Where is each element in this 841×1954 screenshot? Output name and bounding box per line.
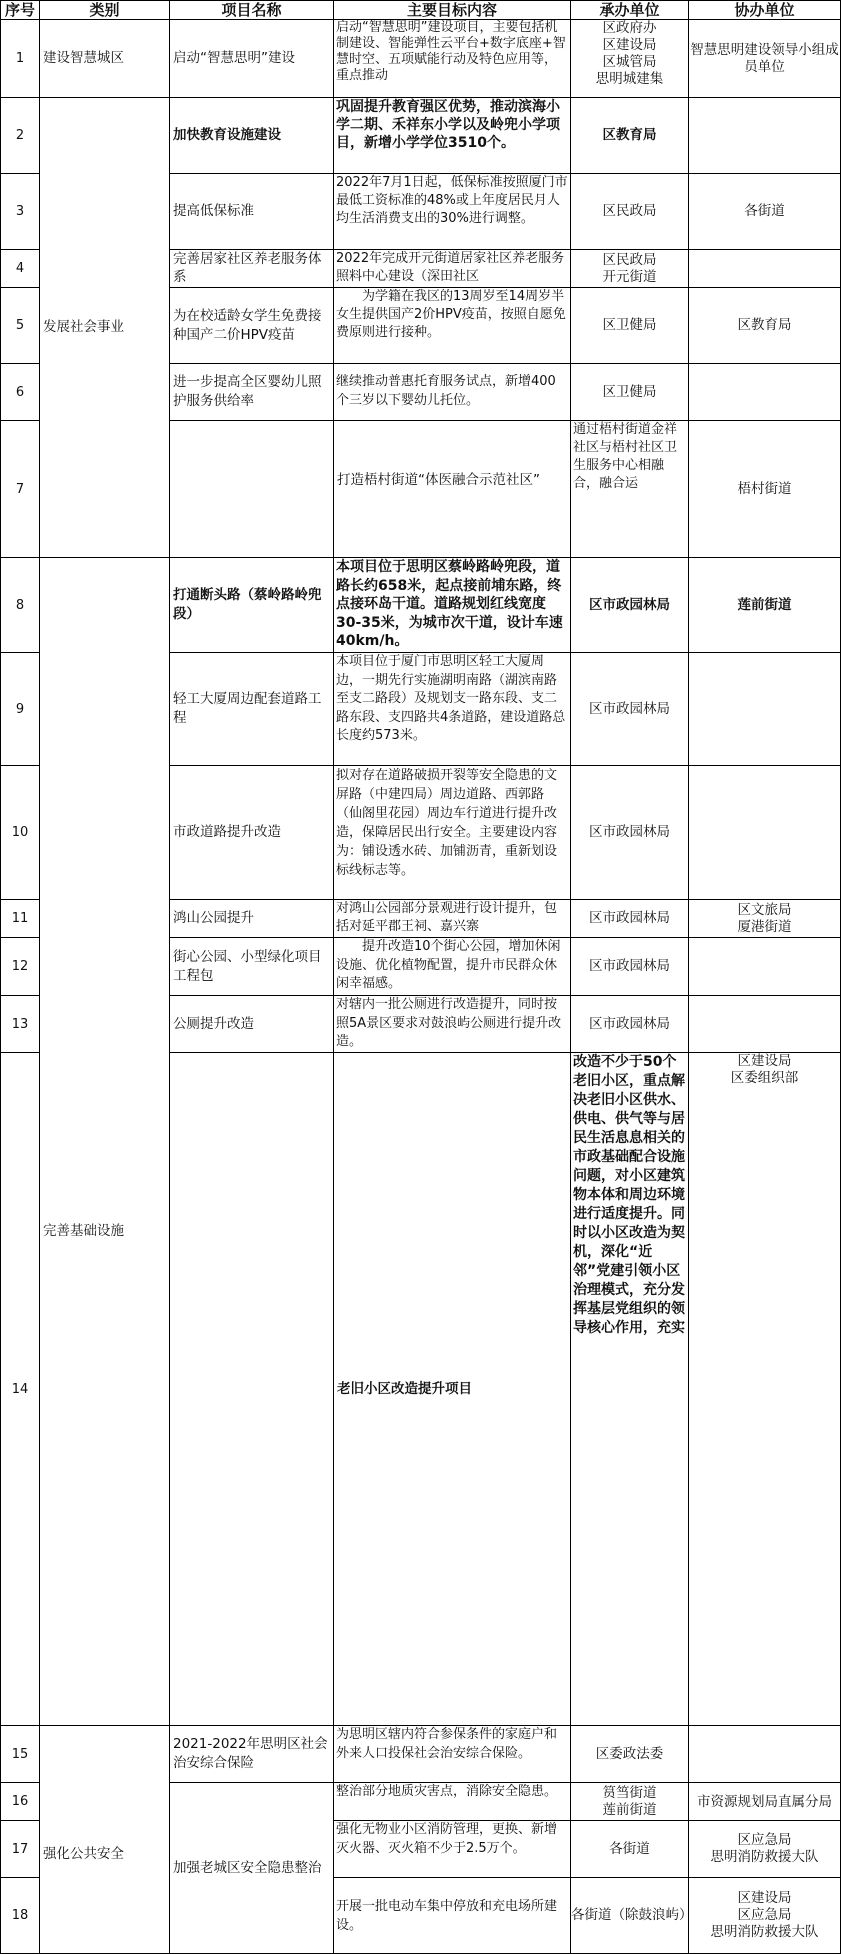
table-row (1, 98, 841, 174)
assist-unit (689, 288, 841, 364)
table-row (1, 558, 841, 653)
lead-unit-line: 各街道 (609, 1840, 650, 1857)
lead-unit (571, 250, 689, 288)
lead-unit (571, 1878, 693, 1954)
project-name (170, 250, 334, 288)
project-content (334, 900, 571, 938)
assist-unit-line: 各街道 (744, 203, 785, 219)
project-name: 2021-2022年思明区社会治安综合保险 (170, 1726, 334, 1783)
project-content-text: 整治部分地质灾害点，消除安全隐患。 (336, 1784, 558, 1799)
project-content (334, 558, 571, 653)
row-number: 15 (1, 1726, 40, 1783)
project-content (571, 1053, 689, 1726)
assist-unit (689, 996, 841, 1053)
header-lead-unit: 承办单位 (571, 1, 689, 20)
assist-unit (689, 1878, 841, 1954)
row-number: 6 (1, 364, 40, 421)
project-content-text: 通过梧村街道金祥社区与梧村社区卫生服务中心相融合，融合运 (573, 422, 678, 491)
project-content-text: 启动“智慧思明”建设项目，主要包括机制建设、智能弹性云平台+数字底座+智慧时空、五项赋能行动及特色应用等，重点推动 (336, 20, 566, 83)
row-number: 17 (1, 1821, 40, 1878)
project-content-text: 对鸿山公园部分景观进行设计提升，包括对延平郡王祠、嘉兴寨 (336, 901, 558, 934)
row-number: 10 (1, 766, 40, 900)
lead-unit (689, 421, 841, 558)
lead-unit (571, 1783, 689, 1821)
assist-unit-line: 莲前街道 (737, 596, 792, 613)
category-cell: 完善基础设施 (40, 558, 170, 1726)
lead-unit-line: 区卫健局 (602, 317, 657, 333)
lead-unit-line: 区委政法委 (595, 1745, 664, 1762)
project-content-text: 提升改造10个街心公园，增加休闲设施、优化植物配置，提升市民群众休闲幸福感。 (336, 939, 561, 991)
assist-unit-line: 区文旅局 (737, 901, 792, 918)
project-content (334, 938, 571, 996)
assist-unit (689, 558, 841, 653)
assist-unit (689, 250, 841, 288)
row-number: 7 (1, 421, 40, 558)
category-cell: 建设智慧城区 (40, 20, 170, 98)
lead-unit-line: 区卫健局 (602, 383, 657, 400)
row-number: 2 (1, 98, 40, 174)
lead-unit-line: 各街道（除鼓浪屿） (571, 1907, 693, 1923)
lead-unit-line: 区市政园林局 (589, 700, 670, 717)
lead-unit (571, 938, 689, 996)
lead-unit-line: 筼筜街道 (602, 1784, 657, 1801)
project-content (334, 996, 571, 1053)
lead-unit (571, 1726, 689, 1783)
row-number: 5 (1, 288, 40, 364)
lead-unit-line: 区市政园林局 (589, 958, 670, 974)
project-content-text: 本项目位于厦门市思明区轻工大厦周边，一期先行实施湖明南路（湖滨南路至支二路段）及规划支一路东段、支二路东段、支四路共4条道路，建设道路总长度约573米。 (336, 654, 566, 743)
project-content-text: 为思明区辖内符合参保条件的家庭户和外来人口投保社会治安综合保险。 (336, 1727, 558, 1761)
lead-unit (689, 1053, 841, 1726)
project-name: 老旧小区改造提升项目 (334, 1053, 571, 1726)
assist-unit (689, 938, 841, 996)
project-content (334, 250, 571, 288)
row-number: 14 (1, 1053, 40, 1726)
assist-unit (689, 20, 841, 98)
project-content (571, 421, 689, 558)
table-row (1, 20, 841, 98)
category-cell (170, 1053, 334, 1726)
project-content-text: 巩固提升教育强区优势，推动滨海小学二期、禾祥东小学以及岭兜小学项目，新增小学学位3510个。 (336, 99, 560, 151)
project-content-text: 强化无物业小区消防管理，更换、新增灭火器、灭火箱不少于2.5万个。 (336, 1822, 558, 1856)
lead-unit-line: 区市政园林局 (589, 910, 670, 926)
project-content (334, 1783, 571, 1821)
lead-unit (571, 996, 689, 1053)
project-name: 加快教育设施建设 (170, 98, 334, 174)
project-content (334, 364, 571, 421)
project-content-text: 为学籍在我区的13周岁至14周岁半女生提供国产2价HPV疫苗，按照自愿免费原则进行接种。 (336, 289, 566, 340)
row-number: 11 (1, 900, 40, 938)
lead-unit-line: 思明城建集 (595, 71, 664, 87)
lead-unit-line: 区市政园林局 (589, 596, 670, 613)
row-number: 1 (1, 20, 40, 98)
project-name-text: 打造梧村街道“体医融合示范社区” (337, 471, 540, 488)
project-content (334, 653, 571, 766)
project-name: 加强老城区安全隐患整治 (170, 1821, 334, 1878)
lead-unit (571, 900, 689, 938)
project-name: 轻工大厦周边配套道路工程 (170, 653, 334, 766)
project-content (334, 1821, 571, 1878)
assist-unit (689, 900, 841, 938)
header-category: 类别 (40, 1, 170, 20)
assist-unit (689, 653, 841, 766)
project-content-text: 拟对存在道路破损开裂等安全隐患的文屏路（中建四局）周边道路、西郭路（仙阁里花园）周边车行道进行提升改造，保障居民出行安全。主要建设内容为：铺设透水砖、加铺沥青，重新划设标线标志等。 (336, 768, 558, 878)
row-number: 4 (1, 250, 40, 288)
assist-unit (689, 174, 841, 250)
lead-unit (571, 653, 689, 766)
row-number: 13 (1, 996, 40, 1053)
category-cell: 强化公共安全 (40, 1726, 170, 1954)
row-number: 18 (1, 1878, 40, 1954)
assist-unit (689, 1726, 841, 1783)
lead-unit-line: 区市政园林局 (589, 1015, 670, 1032)
assist-unit-line: 思明消防救援大队 (710, 1849, 819, 1865)
project-content-text: 开展一批电动车集中停放和充电场所建设。 (336, 1898, 558, 1933)
lead-unit (571, 20, 689, 98)
row-number: 8 (1, 558, 40, 653)
project-name (170, 1783, 334, 1821)
project-content-text: 继续推动普惠托育服务试点，新增400个三岁以下婴幼儿托位。 (336, 374, 556, 408)
row-number: 12 (1, 938, 40, 996)
lead-unit-line: 区建设局 (737, 1053, 792, 1069)
row-number: 16 (1, 1783, 40, 1821)
project-name (334, 421, 571, 558)
project-name: 鸿山公园提升 (170, 900, 334, 938)
row-number: 3 (1, 174, 40, 250)
project-content (334, 98, 571, 174)
assist-unit (689, 1783, 841, 1821)
lead-unit (571, 558, 689, 653)
lead-unit (571, 288, 689, 364)
assist-unit-line: 区教育局 (737, 317, 792, 333)
project-content (334, 20, 571, 98)
lead-unit-line: 区教育局 (602, 127, 657, 143)
project-content (334, 1726, 571, 1783)
project-name: 启动“智慧思明”建设 (170, 20, 334, 98)
lead-unit (571, 1821, 689, 1878)
lead-unit-line: 区城管局 (602, 54, 657, 70)
category-cell (170, 421, 334, 558)
lead-unit-line: 区建设局 (602, 37, 657, 53)
assist-unit-line: 区应急局 (737, 1907, 792, 1923)
project-content-text: 对辖内一批公厕进行改造提升，同时按照5A景区要求对鼓浪屿公厕进行提升改造。 (336, 997, 562, 1049)
assist-unit (689, 364, 841, 421)
project-name-text: 完善居家社区养老服务体系 (173, 251, 322, 285)
assist-unit (689, 1821, 841, 1878)
assist-unit-line: 区建设局 (737, 1890, 792, 1906)
assist-unit (689, 98, 841, 174)
project-content-text: 本项目位于思明区蔡岭路岭兜段，道路长约658米，起点接前埔东路，终点接环岛干道。道路规划红线宽度30-35米，为城市次干道，设计车速40km/h。 (336, 559, 563, 649)
assist-unit-line: 智慧思明建设领导小组成员单位 (690, 41, 839, 75)
assist-unit-line: 思明消防救援大队 (710, 1924, 819, 1940)
project-name: 市政道路提升改造 (170, 766, 334, 900)
lead-unit-line: 区市政园林局 (589, 824, 670, 840)
project-name: 提高低保标准 (170, 174, 334, 250)
project-name: 公厕提升改造 (170, 996, 334, 1053)
lead-unit-line: 梧村街道 (737, 480, 792, 497)
project-name: 为在校适龄女学生免费接种国产二价HPV疫苗 (170, 288, 334, 364)
assist-unit (689, 766, 841, 900)
lead-unit-line: 区政府办 (602, 20, 657, 36)
lead-unit (571, 766, 689, 900)
project-name: 进一步提高全区婴幼儿照护服务供给率 (170, 364, 334, 421)
lead-unit-line: 区民政局 (602, 251, 657, 268)
project-content-text: 2022年完成开元街道居家社区养老服务照料中心建设（深田社区 (336, 251, 565, 284)
project-content-text: 改造不少于50个老旧小区，重点解决老旧小区供水、供电、供气等与居民生活息息相关的市政基础配合设施问题，对小区建筑物本体和周边环境进行适度提升。同时以小区改造为契机，深化“近邻”党建引领小区治理模式，充分发挥基层党组织的领导核心作用，充实 (573, 1054, 685, 1336)
project-content (334, 288, 571, 364)
category-cell: 发展社会事业 (40, 98, 170, 558)
lead-unit-line: 开元街道 (602, 268, 657, 285)
assist-unit-line: 区应急局 (737, 1832, 792, 1848)
header-assist-unit: 协办单位 (689, 1, 841, 20)
lead-unit (571, 364, 689, 421)
project-content (334, 174, 571, 250)
table-header-row (1, 1, 841, 20)
project-content (334, 766, 571, 900)
header-project-name: 项目名称 (170, 1, 334, 20)
project-name (170, 1878, 334, 1954)
header-main-content: 主要目标内容 (334, 1, 571, 20)
assist-unit-line: 市资源规划局直属分局 (697, 1793, 832, 1810)
project-content-text: 2022年7月1日起，低保标准按照厦门市最低工资标准的48%或上年度居民月人均生活消费支出的30%进行调整。 (336, 175, 568, 226)
lead-unit (571, 98, 689, 174)
table-row (1, 1726, 841, 1783)
header-seq: 序号 (1, 1, 40, 20)
row-number: 9 (1, 653, 40, 766)
assist-unit-line: 厦港街道 (737, 918, 792, 935)
lead-unit-line: 区委组织部 (730, 1070, 799, 1086)
project-name: 街心公园、小型绿化项目工程包 (170, 938, 334, 996)
project-name: 打通断头路（蔡岭路岭兜段） (170, 558, 334, 653)
lead-unit-line: 区民政局 (602, 203, 657, 219)
lead-unit (571, 174, 689, 250)
project-content (334, 1878, 571, 1954)
lead-unit-line: 莲前街道 (602, 1801, 657, 1818)
